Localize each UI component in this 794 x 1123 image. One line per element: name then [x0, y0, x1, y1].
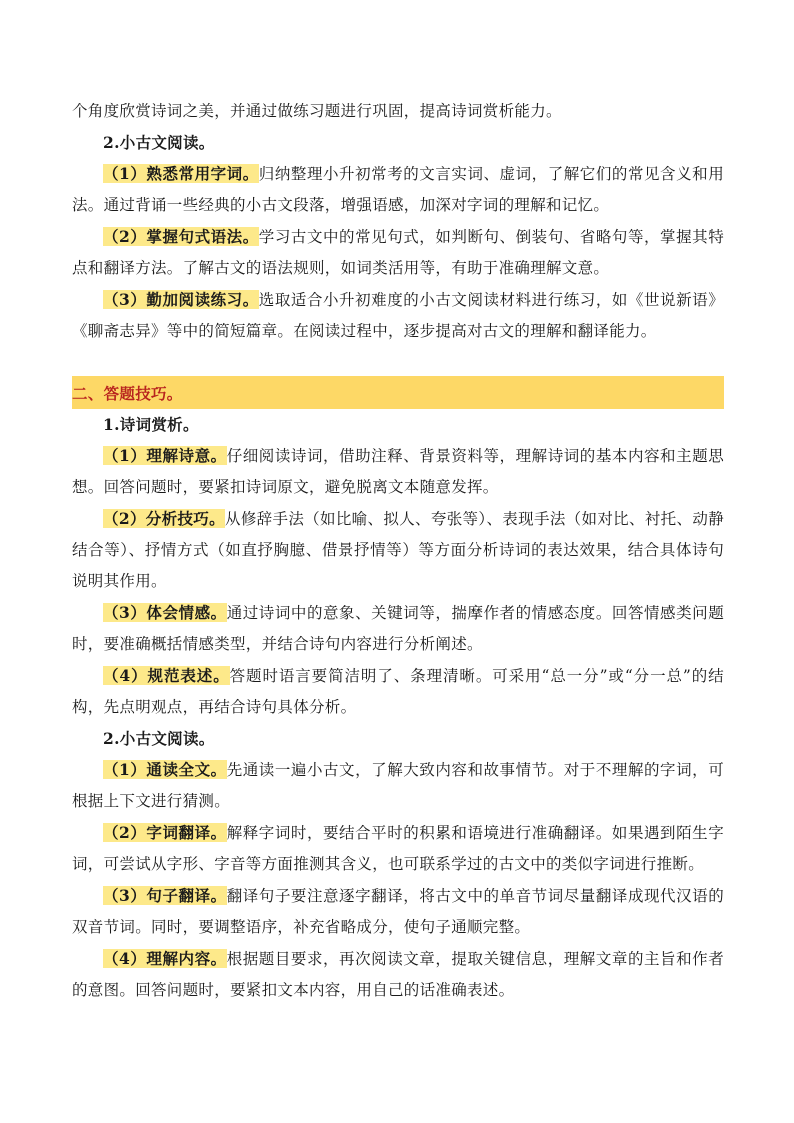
paragraph-standard-expression — [72, 660, 724, 723]
item-text: 归纳整理小升初常考的文言实词、虚词，了解它们的常见含义和用法。通过背诵一些经典的小古文段落，增强语感，加深对字词的理解和记忆。 — [72, 165, 724, 214]
paragraph-word-translation — [72, 817, 724, 880]
item-text: 仔细阅读诗词，借助注释、背景资料等，理解诗词的基本内容和主题思想。回答问题时，要紧扣诗词原文，避免脱离文本随意发挥。 — [72, 447, 724, 496]
item-text: 学习古文中的常见句式，如判断句、倒装句、省略句等，掌握其特点和翻译方法。了解古文的语法规则，如词类活用等，有助于准确理解文意。 — [72, 228, 724, 277]
paragraph-sentence-translation — [72, 880, 724, 943]
paragraph-read-through — [72, 754, 724, 817]
item-label: （1）通读全文。 — [103, 760, 227, 779]
paragraph-familiar-words — [72, 158, 724, 221]
section-title: 二、答题技巧。 — [72, 383, 183, 403]
paragraph-analyze-techniques — [72, 503, 724, 597]
continuation-paragraph: 个角度欣赏诗词之美，并通过做练习题进行巩固，提高诗词赏析能力。 — [72, 102, 562, 120]
paragraph-feel-emotion — [72, 597, 724, 660]
paragraph-sentence-grammar — [72, 221, 724, 284]
item-text: 先通读一遍小古文，了解大致内容和故事情节。对于不理解的字词，可根据上下文进行猜测。 — [72, 761, 724, 810]
item-label: （1）理解诗意。 — [103, 446, 227, 465]
item-label: （4）理解内容。 — [103, 949, 227, 968]
item-text: 翻译句子要注意逐字翻译，将古文中的单音节词尽量翻译成现代汉语的双音节词。同时，要调整语序，补充省略成分，使句子通顺完整。 — [72, 887, 724, 936]
paragraph-understand-meaning — [72, 440, 724, 503]
sub-heading-poetry: 1.诗词赏析。 — [103, 415, 199, 434]
item-label: （2）分析技巧。 — [103, 509, 225, 528]
item-label: （3）体会情感。 — [103, 603, 227, 622]
item-text: 选取适合小升初难度的小古文阅读材料进行练习，如《世说新语》《聊斋志异》等中的简短篇章。在阅读过程中，逐步提高对古文的理解和翻译能力。 — [72, 291, 724, 340]
sub-heading-classical-reading: 2.小古文阅读。 — [103, 133, 215, 152]
section-heading-bar — [72, 376, 724, 409]
item-text: 解释字词时，要结合平时的积累和语境进行准确翻译。如果遇到陌生字词，可尝试从字形、字音等方面推测其含义，也可联系学过的古文中的类似字词进行推断。 — [72, 824, 724, 873]
item-label: （2）掌握句式语法。 — [103, 227, 259, 246]
document-page — [72, 96, 724, 1006]
item-text: 通过诗词中的意象、关键词等，揣摩作者的情感态度。回答情感类问题时，要准确概括情感类型，并结合诗句内容进行分析阐述。 — [72, 604, 724, 653]
item-text: 答题时语言要简洁明了、条理清晰。可采用“总一分”或“分一总”的结构，先点明观点，再结合诗句具体分析。 — [72, 667, 724, 716]
paragraph-reading-practice — [72, 284, 724, 347]
item-label: （3）勤加阅读练习。 — [103, 290, 259, 309]
item-label: （2）字词翻译。 — [103, 823, 227, 842]
item-label: （3）句子翻译。 — [103, 886, 227, 905]
paragraph-understand-content — [72, 943, 724, 1006]
sub-heading-classical-reading-2: 2.小古文阅读。 — [103, 729, 215, 748]
item-label: （1）熟悉常用字词。 — [103, 164, 259, 183]
item-label: （4）规范表述。 — [103, 666, 230, 685]
item-text: 从修辞手法（如比喻、拟人、夸张等）、表现手法（如对比、衬托、动静结合等）、抒情方式（如直抒胸臆、借景抒情等）等方面分析诗词的表达效果，结合具体诗句说明其作用。 — [72, 510, 724, 590]
item-text: 根据题目要求，再次阅读文章，提取关键信息，理解文章的主旨和作者的意图。回答问题时，要紧扣文本内容，用自己的话准确表述。 — [72, 950, 724, 999]
